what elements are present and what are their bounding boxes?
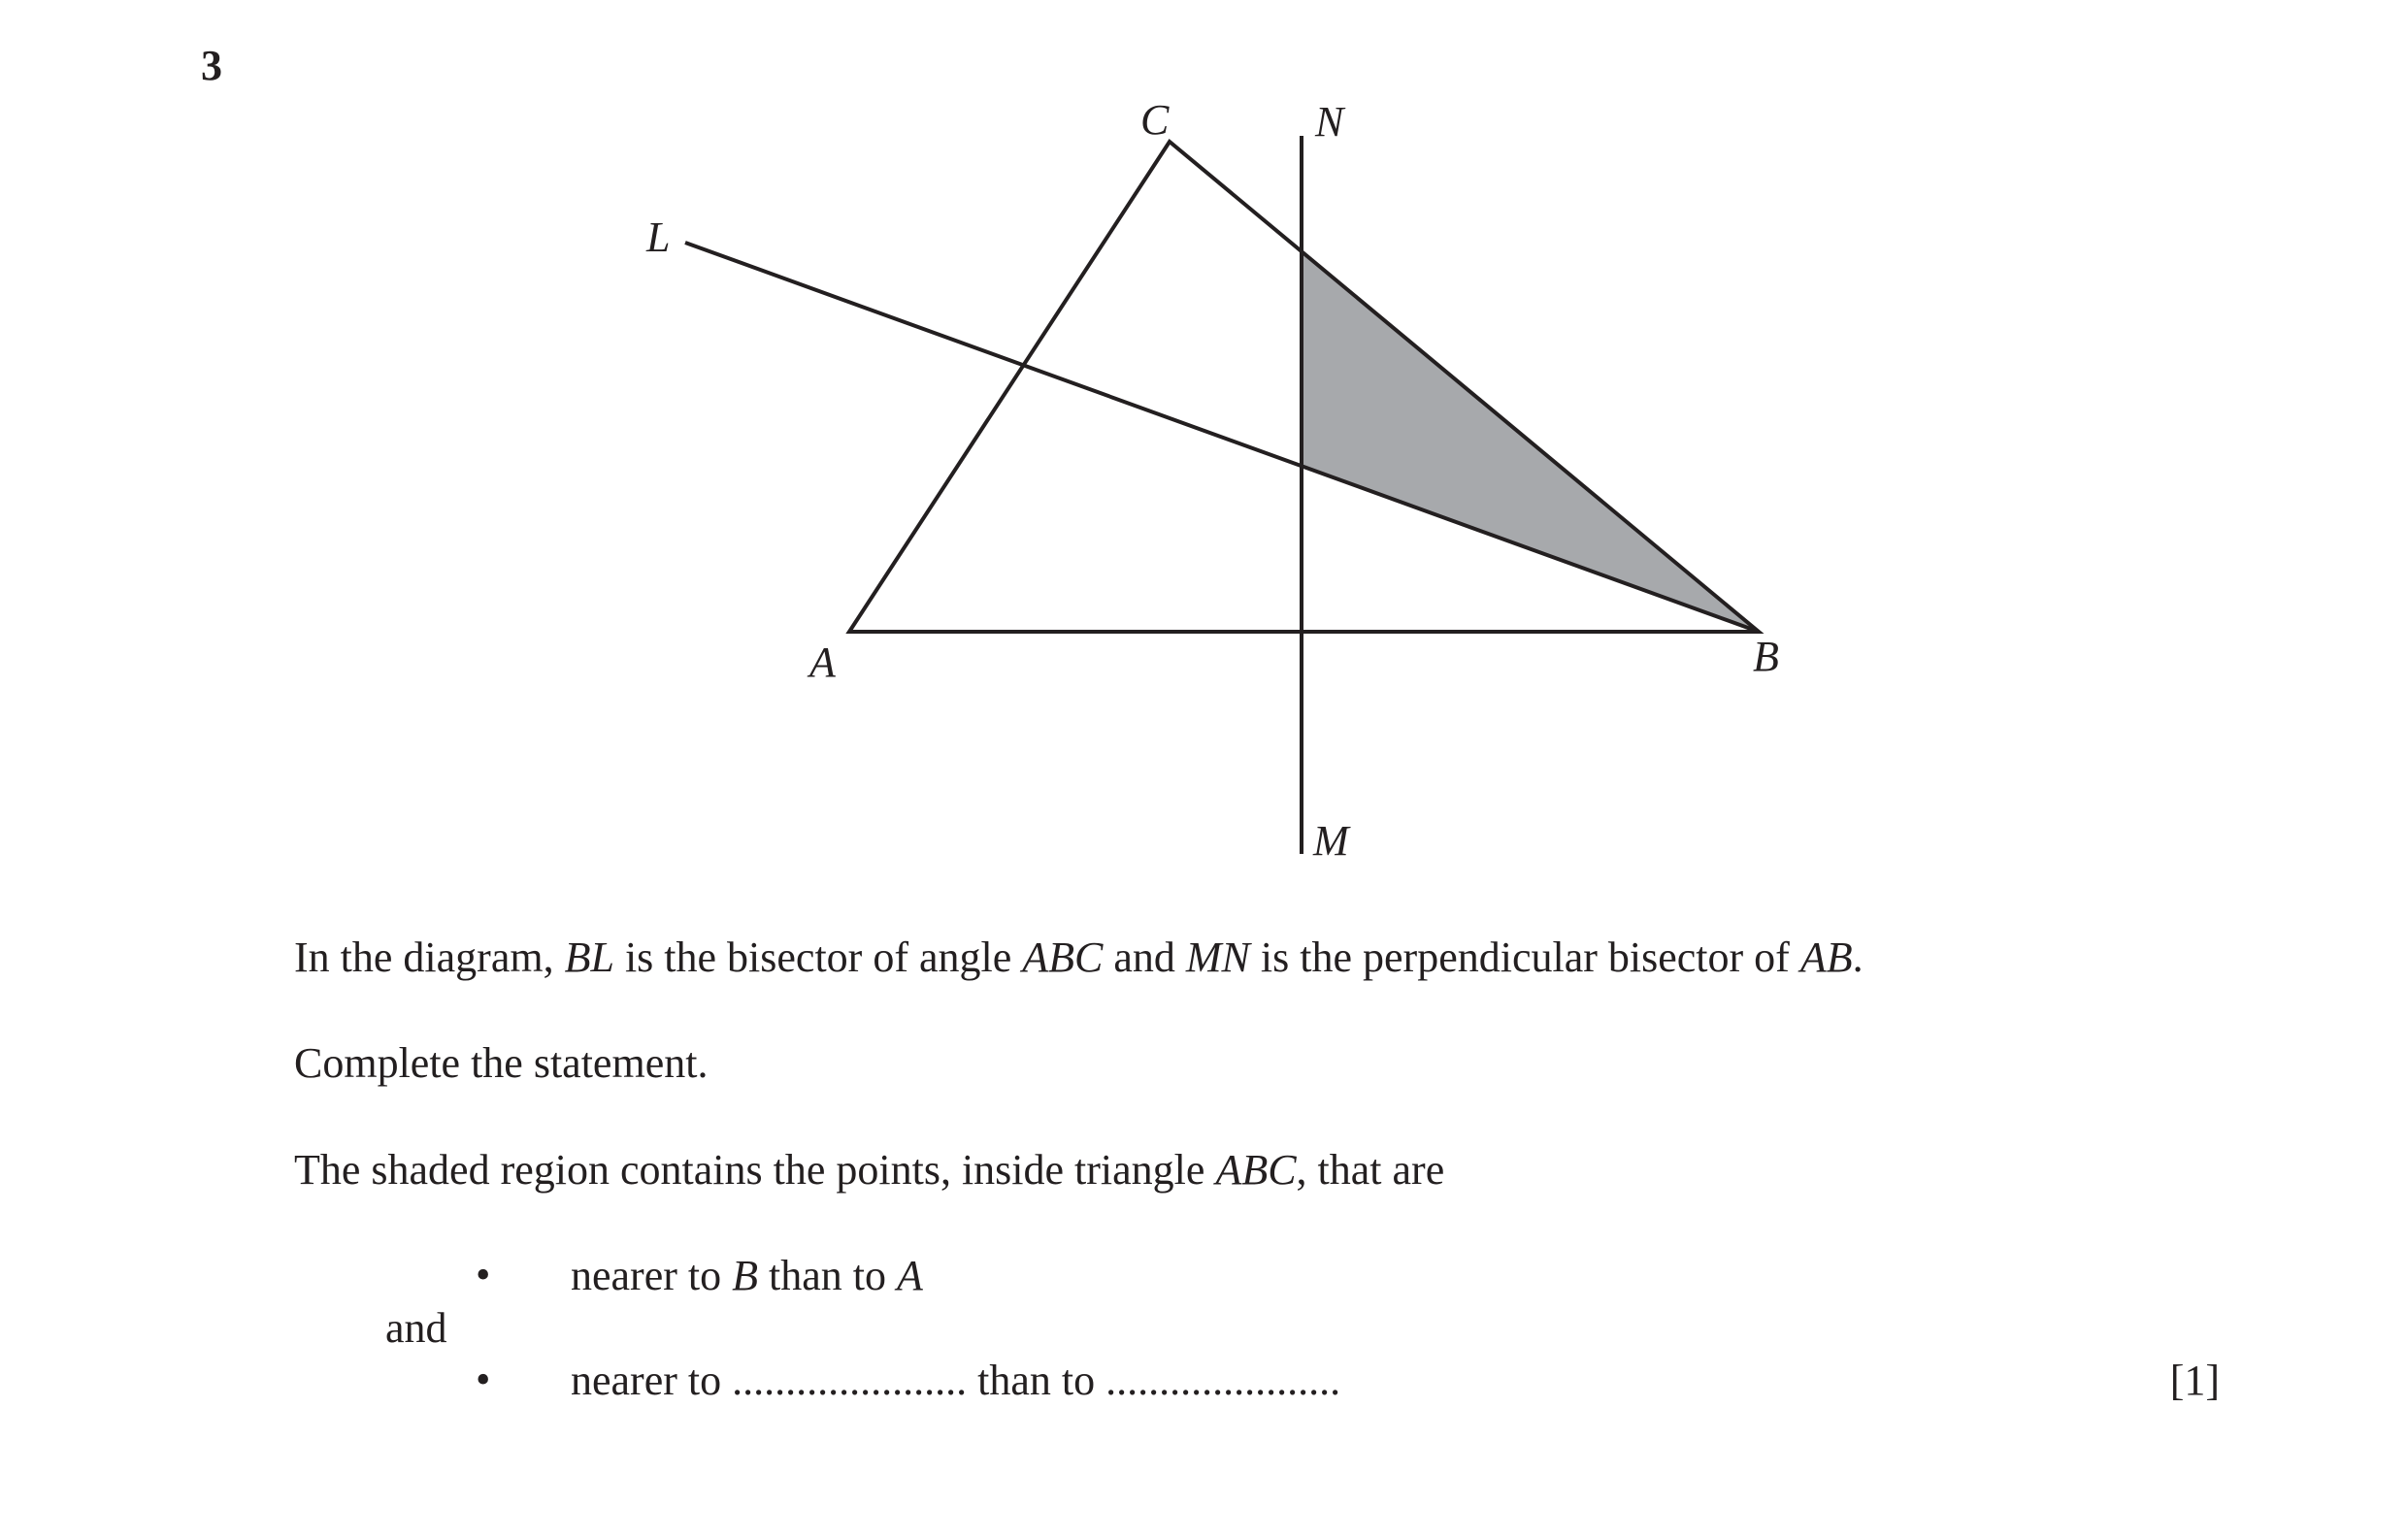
instruction-text: Complete the statement. (294, 1039, 709, 1087)
bullet-1-text: nearer to B than to A (571, 1252, 923, 1299)
answer-blank-1[interactable]: ...................... (732, 1357, 968, 1404)
label-c: C (1140, 96, 1170, 144)
label-m: M (1313, 817, 1349, 865)
label-l: L (646, 213, 671, 261)
bullet-2: • (476, 1356, 491, 1403)
statement-text: The shaded region contains the points, inside triangle ABC, that are (294, 1146, 1445, 1194)
label-n: N (1315, 98, 1344, 146)
answer-blank-2[interactable]: ...................... (1105, 1357, 1341, 1404)
angle-bisector-bl (685, 243, 1759, 632)
marks-label: [1] (2169, 1357, 2220, 1404)
question-number: 3 (201, 42, 222, 89)
bullet-2-text: nearer to ...................... than to ...................... (571, 1357, 1341, 1404)
intro-text: In the diagram, BL is the bisector of angle ABC and MN is the perpendicular bisector of AB. (294, 933, 1864, 981)
label-a: A (809, 639, 836, 686)
connector-and: and (385, 1304, 447, 1352)
bullet-1: • (476, 1251, 491, 1298)
label-b: B (1753, 633, 1779, 680)
